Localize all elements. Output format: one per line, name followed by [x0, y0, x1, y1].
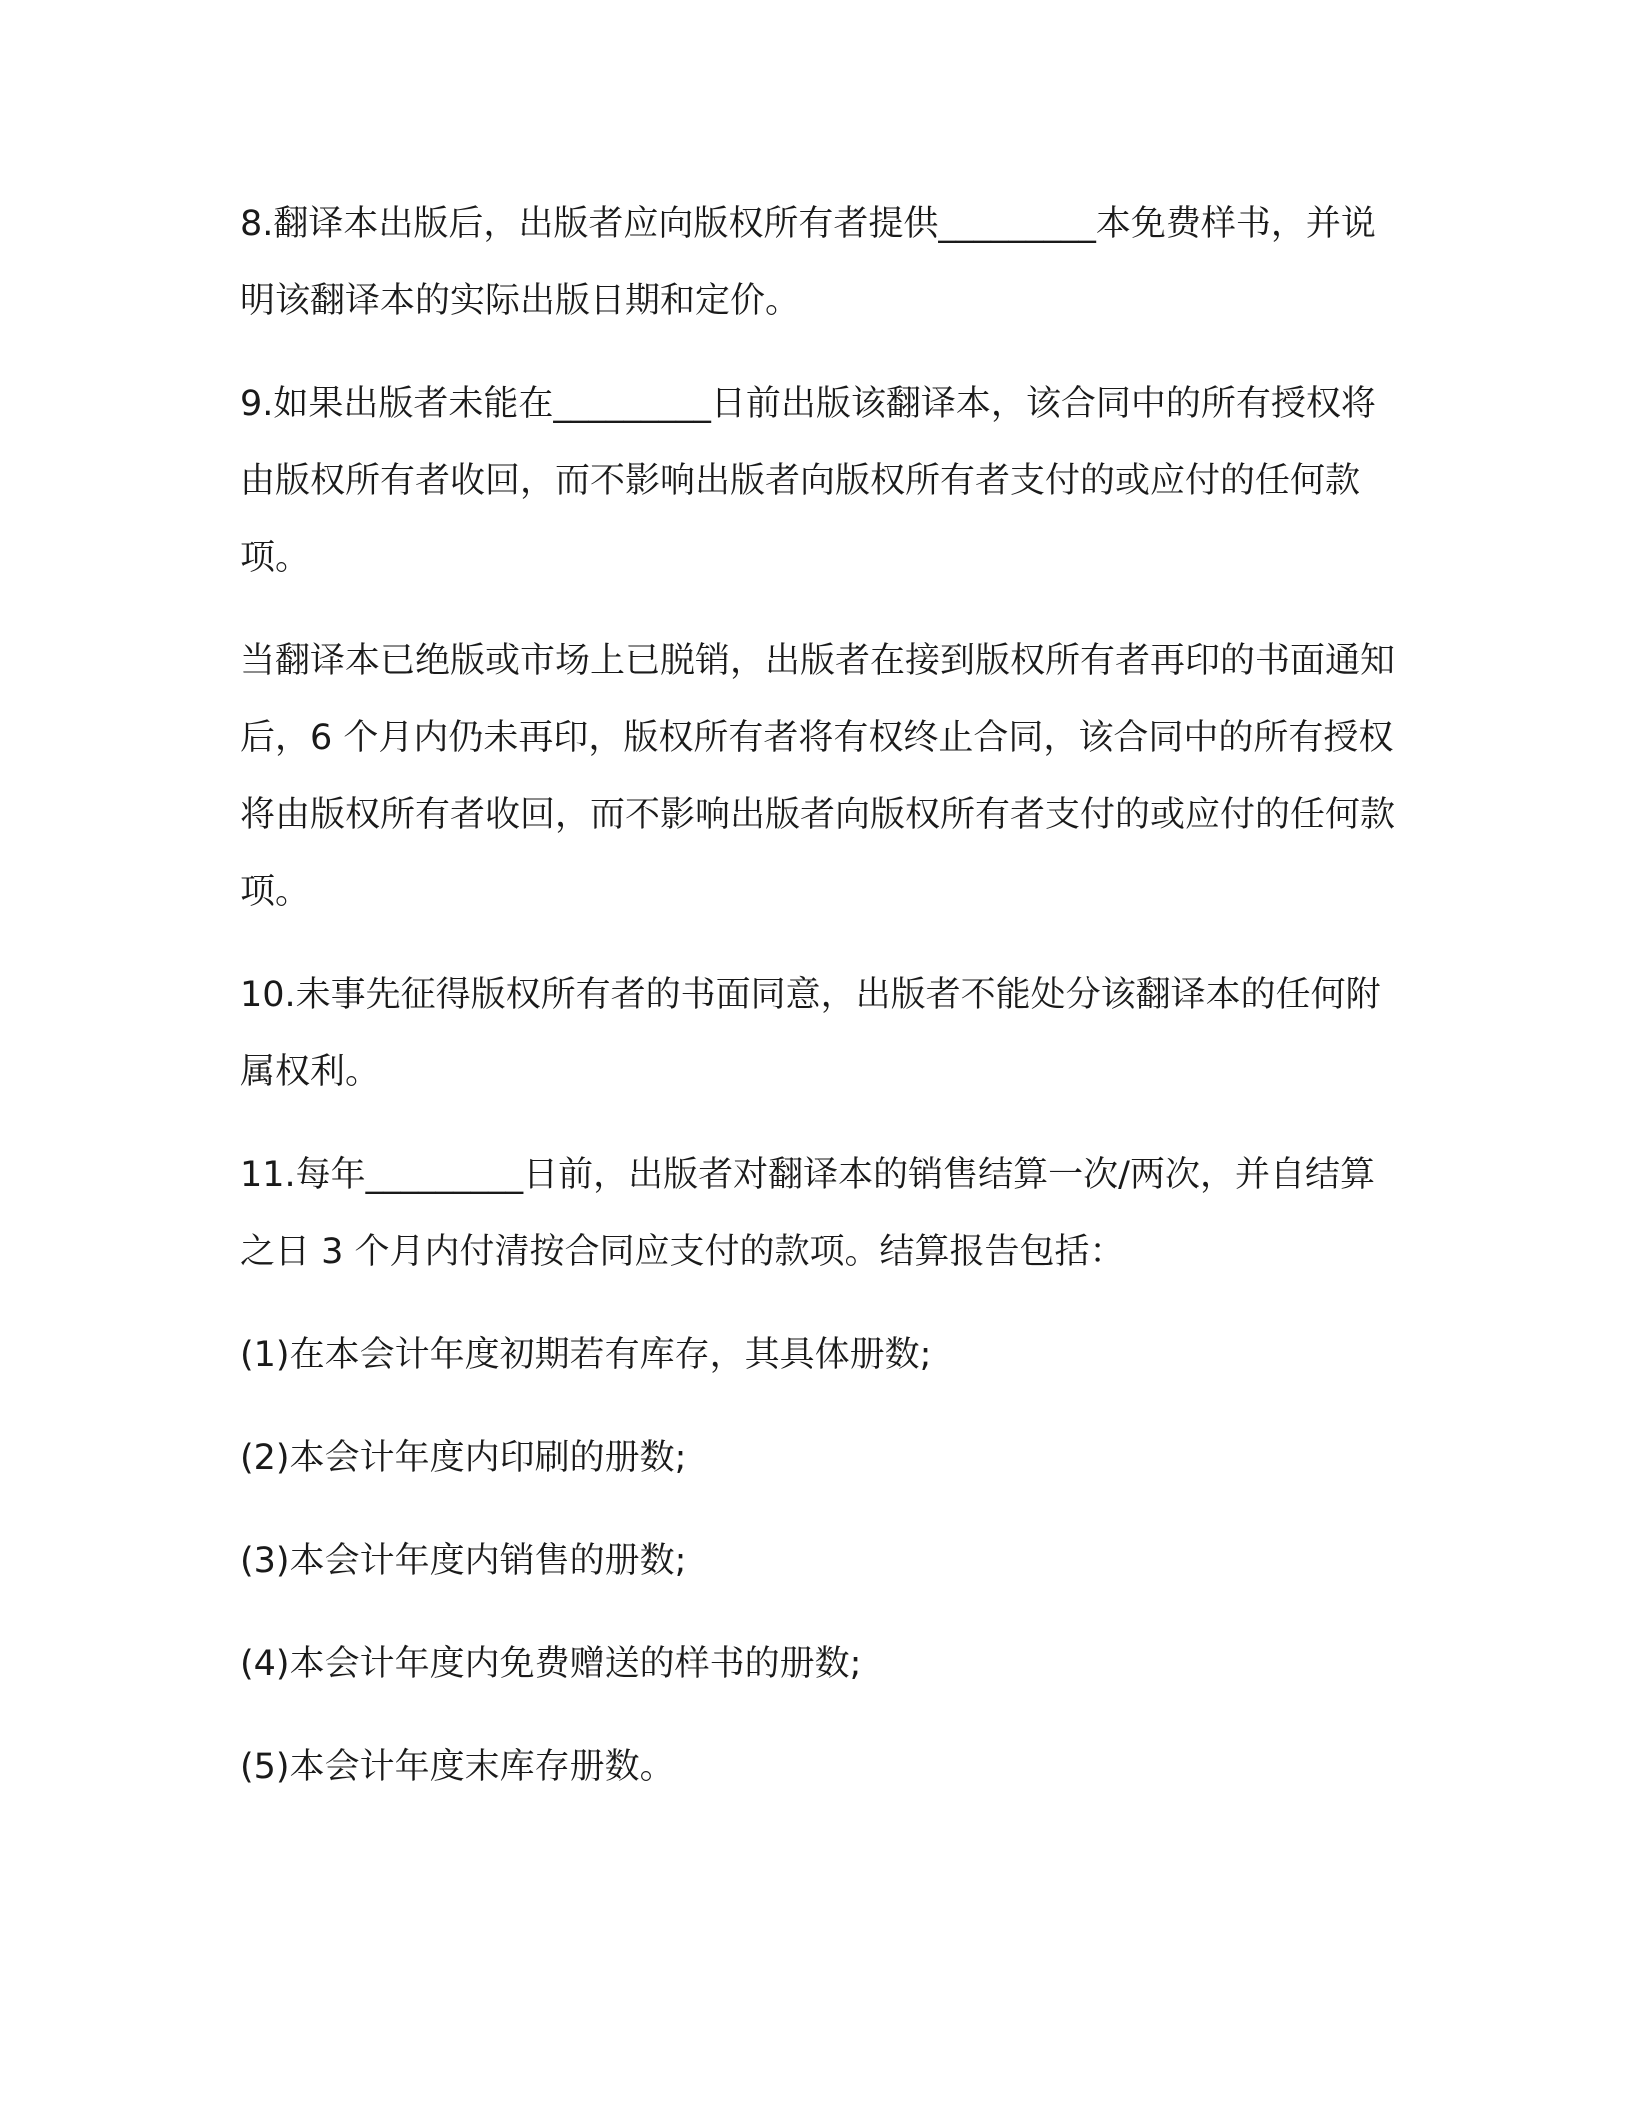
clause-11: 11.每年_________日前，出版者对翻译本的销售结算一次/两次，并自结算之日 3 个月内付清按合同应支付的款项。结算报告包括： [240, 1155, 1375, 1272]
clause-9-continuation: 当翻译本已绝版或市场上已脱销，出版者在接到版权所有者再印的书面通知后，6 个月内仍未再印，版权所有者将有权终止合同，该合同中的所有授权将由版权所有者收回，而不影响出版者向版权所有者支付的或应付的任何款项。 [240, 641, 1396, 912]
list-item: (2)本会计年度内印刷的册数; [240, 1438, 687, 1478]
list-item: (3)本会计年度内销售的册数; [240, 1541, 687, 1581]
clause-8: 8.翻译本出版后，出版者应向版权所有者提供_________本免费样书，并说明该翻译本的实际出版日期和定价。 [240, 204, 1376, 321]
list-item: (5)本会计年度末库存册数。 [240, 1747, 675, 1787]
clause-10: 10.未事先征得版权所有者的书面同意，出版者不能处分该翻译本的任何附属权利。 [240, 975, 1381, 1092]
document-page [240, 186, 1400, 1832]
list-item: (1)在本会计年度初期若有库存，其具体册数; [240, 1335, 932, 1375]
clause-9: 9.如果出版者未能在_________日前出版该翻译本，该合同中的所有授权将由版权所有者收回，而不影响出版者向版权所有者支付的或应付的任何款项。 [240, 384, 1376, 578]
list-item: (4)本会计年度内免费赠送的样书的册数; [240, 1644, 862, 1684]
